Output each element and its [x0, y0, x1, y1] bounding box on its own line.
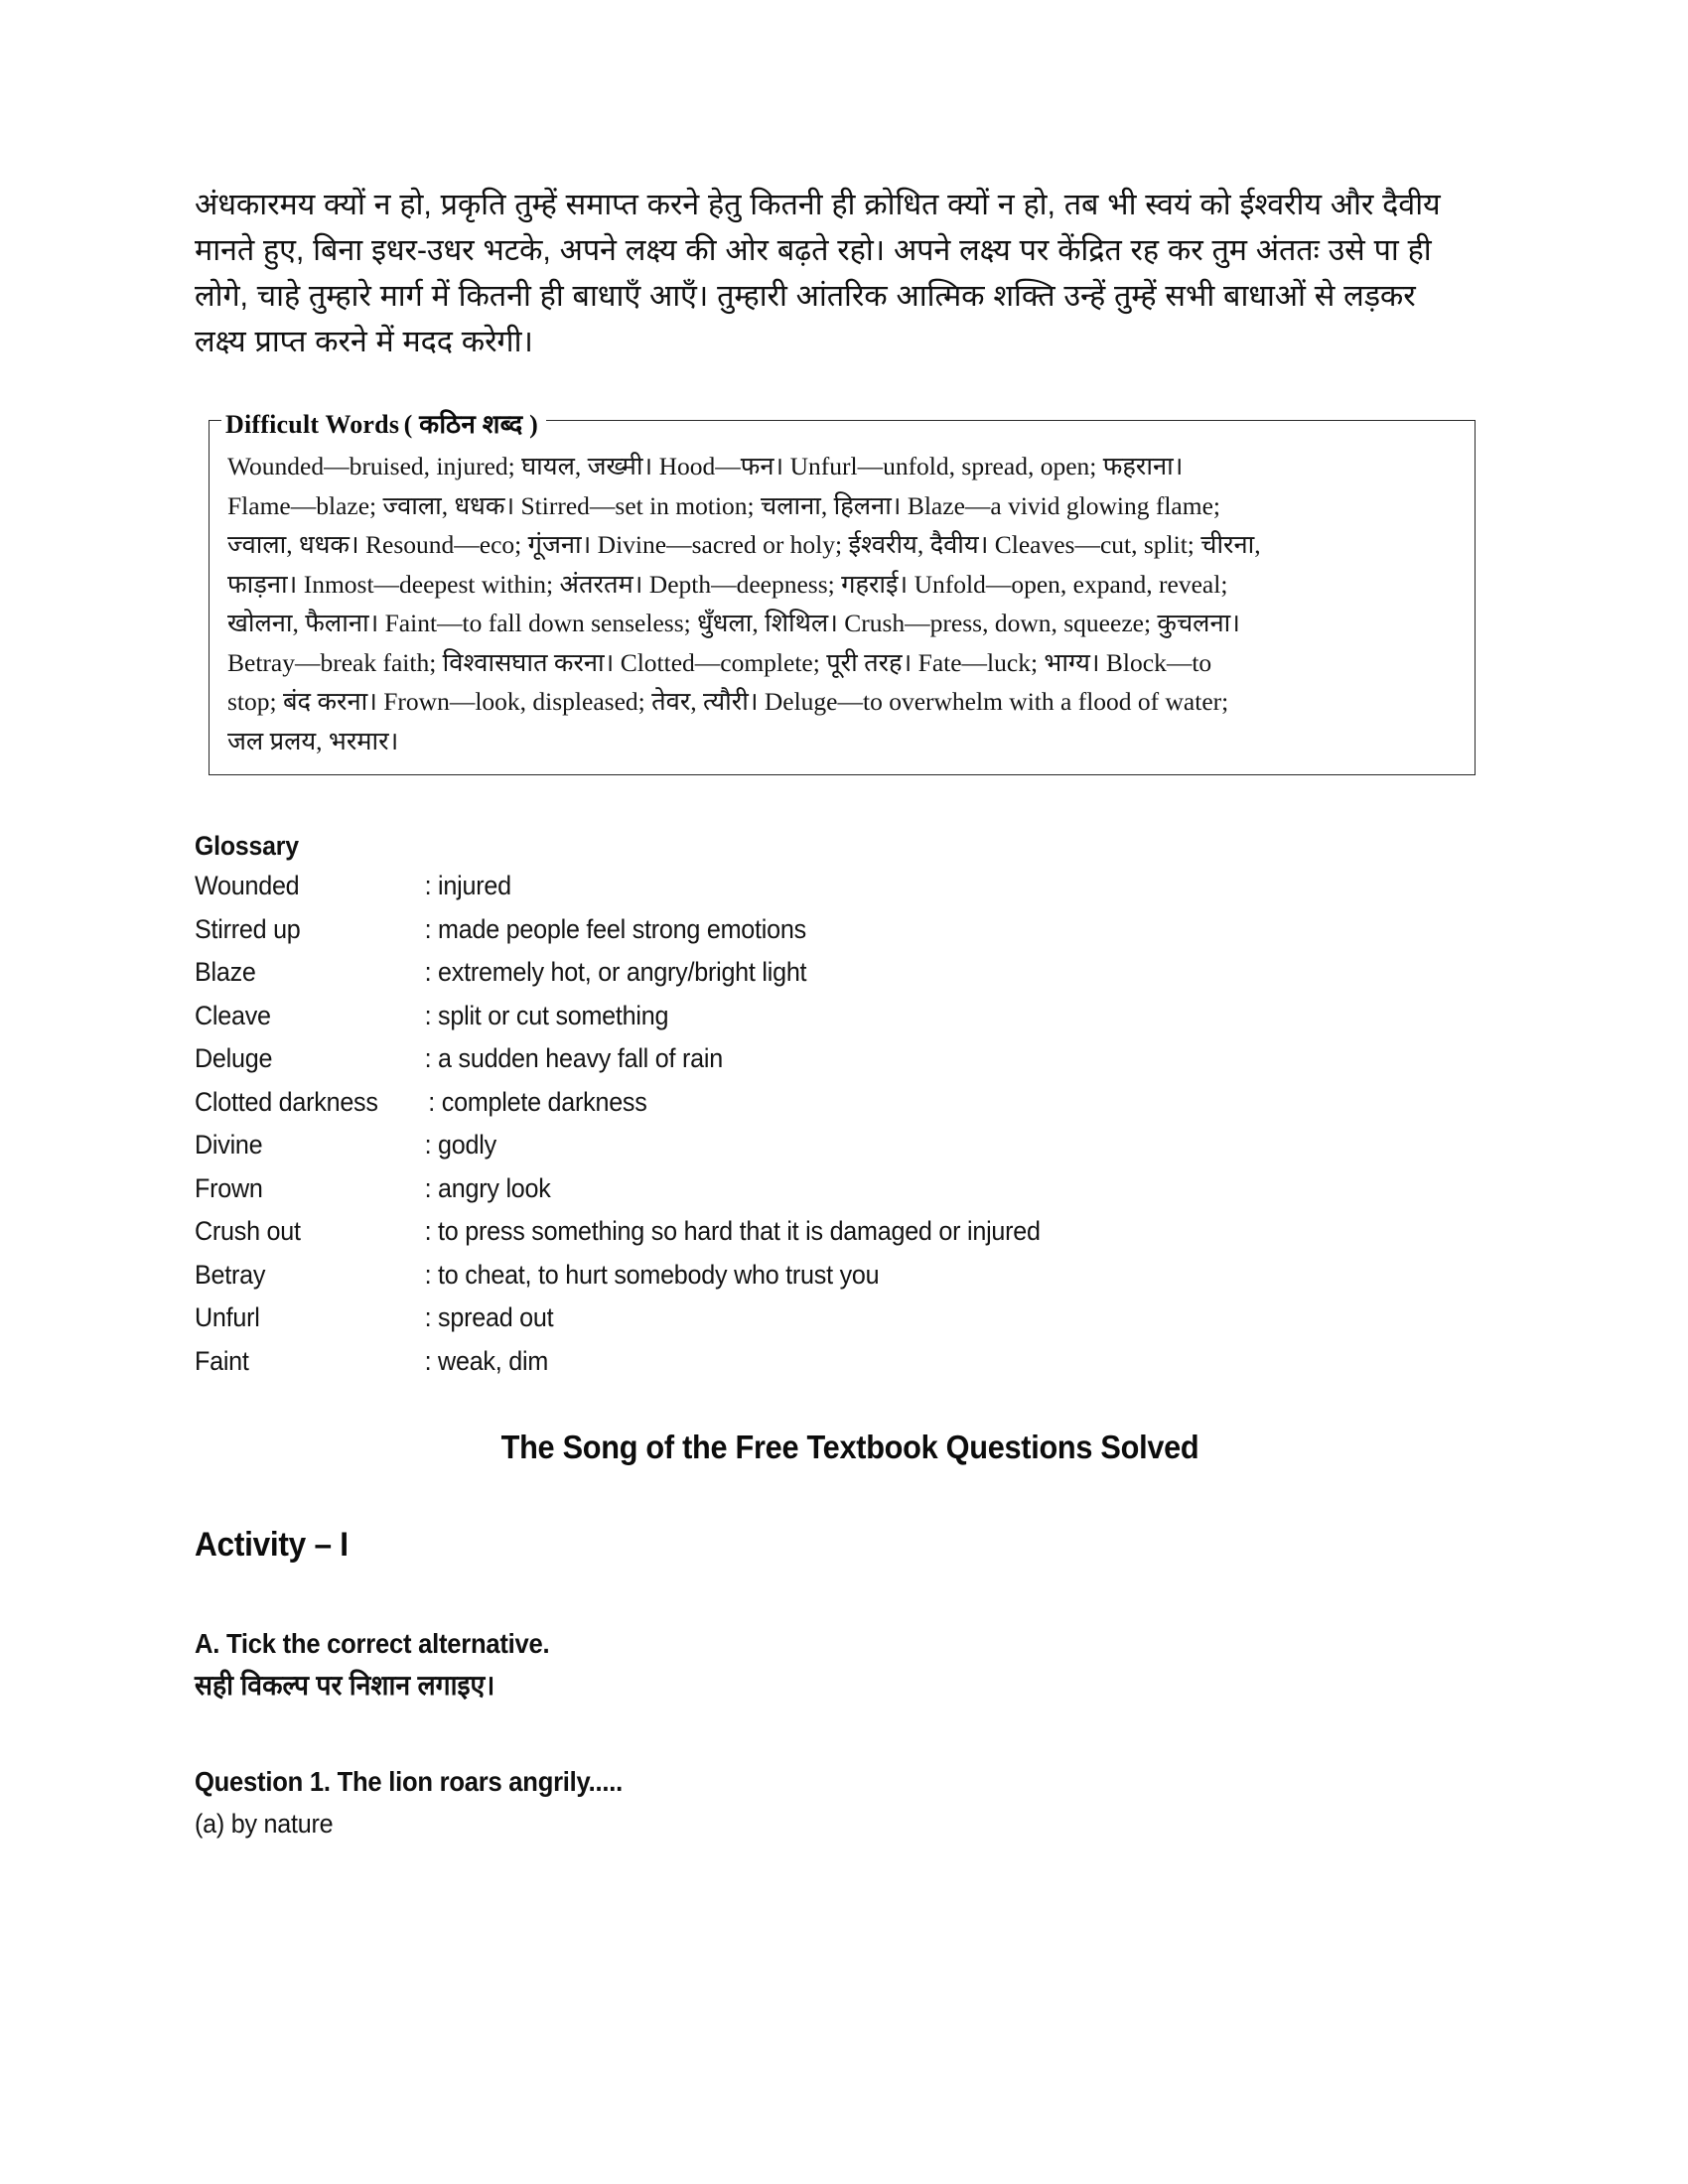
- difficult-words-line: Wounded—bruised, injured; घायल, जख्मी। Hood—फन। Unfurl—unfold, spread, open; फहराना।: [227, 452, 1184, 480]
- glossary-row: [195, 1081, 1414, 1125]
- difficult-words-line: Betray—break faith; विश्वासघात करना। Clotted—complete; पूरी तरह। Fate—luck; भाग्य। Block—to: [227, 647, 1212, 677]
- glossary-section: [195, 831, 1505, 1383]
- difficult-words-line: Flame—blaze; ज्वाला, धधक। Stirred—set in motion; चलाना, हिलना। Blaze—a vivid glowing flame;: [227, 490, 1220, 520]
- difficult-words-line: stop; बंद करना। Frown—look, displeased; तेवर, त्यौरी। Deluge—to overwhelm with a flood of water;: [227, 687, 1229, 716]
- difficult-words-title-english: Difficult Words: [225, 410, 400, 439]
- page-content: [195, 0, 1505, 1844]
- glossary-term: Frown: [195, 1172, 263, 1203]
- question-block: [195, 1761, 1505, 1844]
- activity-heading: Activity – I: [195, 1526, 349, 1564]
- intro-paragraph-hindi: अंधकारमय क्यों न हो, प्रकृति तुम्हें समाप्त करने हेतु कितनी ही क्रोधित क्यों न हो, तब भी स्वयं को ईश्वरीय और दैवीय मानते हुए, बिना इधर-उधर भटके, अपने लक्ष्य की ओर बढ़ते रहो। अपने लक्ष्य पर केंद्रित रह कर तुम अंततः उसे पा ही लोगे, चाहे तुम्हारे मार्ग में कितनी ही बाधाएँ आएँ। तुम्हारी आंतरिक आत्मिक शक्ति उन्हें तुम्हें सभी बाधाओं से लड़कर लक्ष्य प्राप्त करने में मदद करेगी।: [195, 188, 1441, 358]
- glossary-row: [195, 1037, 1414, 1081]
- difficult-words-body: [227, 447, 1459, 760]
- glossary-row: [195, 1124, 1414, 1167]
- glossary-definition: : split or cut something: [424, 1000, 669, 1030]
- question-option-a[interactable]: (a) by nature: [195, 1809, 334, 1839]
- glossary-row: [195, 1210, 1414, 1254]
- glossary-definition: : to cheat, to hurt somebody who trust you: [424, 1259, 880, 1290]
- glossary-definition: : complete darkness: [428, 1086, 647, 1117]
- difficult-words-line: जल प्रलय, भरमार।: [227, 726, 399, 755]
- glossary-term: Faint: [195, 1345, 249, 1376]
- glossary-definition: : made people feel strong emotions: [424, 913, 806, 944]
- glossary-term: Divine: [195, 1130, 263, 1160]
- glossary-title: Glossary: [195, 831, 299, 861]
- glossary-term: Deluge: [195, 1043, 273, 1073]
- activity-instructions: [195, 1624, 1505, 1707]
- difficult-words-line: खोलना, फैलाना। Faint—to fall down senseless; धुँधला, शिथिल। Crush—press, down, squeeze; कुचलना।: [227, 609, 1240, 637]
- glossary-definition: : a sudden heavy fall of rain: [424, 1043, 723, 1073]
- page-title: The Song of the Free Textbook Questions Solved: [500, 1429, 1199, 1465]
- difficult-words-line: फाड़ना। Inmost—deepest within; अंतरतम। Depth—deepness; गहराई। Unfold—open, expand, reveal;: [227, 569, 1228, 599]
- glossary-row: [195, 865, 1414, 908]
- glossary-definition: : weak, dim: [424, 1345, 549, 1376]
- difficult-words-line: ज्वाला, धधक। Resound—eco; गूंजना। Divine—sacred or holy; ईश्वरीय, दैवीय। Cleaves—cut, split; चीरना,: [227, 530, 1261, 559]
- glossary-definition: : to press something so hard that it is damaged or injured: [424, 1216, 1041, 1246]
- glossary-row: [195, 1167, 1414, 1211]
- glossary-term: Cleave: [195, 1000, 271, 1030]
- glossary-term: Stirred up: [195, 913, 301, 944]
- glossary-definition: : injured: [424, 871, 511, 900]
- glossary-definition: : godly: [424, 1130, 496, 1160]
- glossary-term: Unfurl: [195, 1302, 260, 1332]
- question-label: Question 1. The lion roars angrily.....: [195, 1766, 624, 1797]
- glossary-definition: : spread out: [424, 1302, 554, 1332]
- glossary-term: Clotted darkness: [195, 1086, 378, 1117]
- difficult-words-title: [221, 405, 546, 441]
- difficult-words-box: [209, 410, 1476, 775]
- glossary-row: [195, 1340, 1414, 1384]
- glossary-row: [195, 1297, 1414, 1340]
- glossary-row: [195, 995, 1414, 1038]
- glossary-row: [195, 951, 1414, 995]
- glossary-term: Betray: [195, 1259, 266, 1290]
- glossary-definition: : extremely hot, or angry/bright light: [424, 957, 807, 987]
- glossary-term: Crush out: [195, 1216, 301, 1246]
- glossary-row: [195, 908, 1414, 952]
- glossary-definition: : angry look: [424, 1172, 551, 1203]
- glossary-term: Wounded: [195, 871, 300, 900]
- instruction-hindi: सही विकल्प पर निशान लगाइए।: [195, 1670, 495, 1701]
- glossary-term: Blaze: [195, 957, 256, 987]
- difficult-words-title-hindi: ( कठिन शब्द ): [403, 410, 538, 439]
- instruction-english: A. Tick the correct alternative.: [195, 1628, 550, 1659]
- glossary-row: [195, 1254, 1414, 1297]
